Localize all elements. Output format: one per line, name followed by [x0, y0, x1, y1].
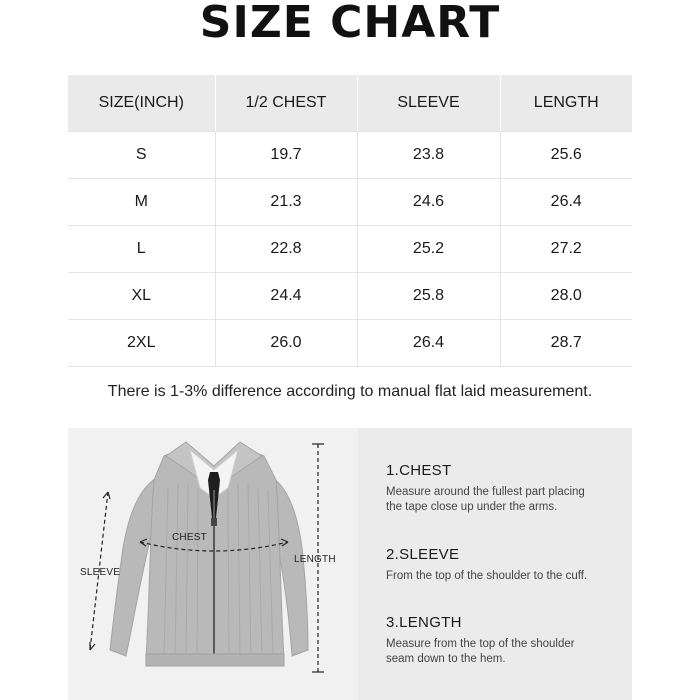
cell-sleeve: 26.4 [357, 319, 500, 366]
chest-label: CHEST [172, 532, 207, 543]
guide-desc-line: seam down to the hem. [386, 653, 506, 665]
cell-size: XL [68, 272, 215, 319]
cell-sleeve: 23.8 [357, 131, 500, 178]
guide-desc-line: the tape close up under the arms. [386, 501, 558, 513]
header-length: LENGTH [500, 75, 632, 131]
cell-chest: 19.7 [215, 131, 357, 178]
cell-length: 28.0 [500, 272, 632, 319]
guide-desc-line: Measure around the fullest part placing [386, 486, 585, 498]
guide-chest [386, 462, 626, 515]
guide-desc-line: From the top of the shoulder to the cuff. [386, 570, 588, 582]
length-label: LENGTH [294, 554, 336, 565]
cell-chest: 21.3 [215, 178, 357, 225]
cell-sleeve: 24.6 [357, 178, 500, 225]
header-size: SIZE(INCH) [68, 75, 215, 131]
guide-length [386, 614, 626, 667]
page-title: SIZE CHART [199, 0, 501, 48]
header-sleeve: SLEEVE [357, 75, 500, 131]
cell-chest: 22.8 [215, 225, 357, 272]
cell-chest: 24.4 [215, 272, 357, 319]
cell-length: 26.4 [500, 178, 632, 225]
guide-title: 2.SLEEVE [386, 546, 460, 563]
cell-length: 25.6 [500, 131, 632, 178]
guide-desc-line: Measure from the top of the shoulder [386, 638, 575, 650]
measurement-note: There is 1-3% difference according to manual flat laid measurement. [107, 383, 593, 400]
cell-length: 28.7 [500, 319, 632, 366]
table-row [68, 272, 632, 319]
cell-size: L [68, 225, 215, 272]
cell-size: M [68, 178, 215, 225]
cell-sleeve: 25.8 [357, 272, 500, 319]
table-header [68, 75, 632, 131]
guide-sleeve [386, 546, 626, 584]
table-row [68, 319, 632, 366]
table-row [68, 178, 632, 225]
measurement-diagram [68, 428, 358, 700]
header-chest: 1/2 CHEST [215, 75, 357, 131]
cell-size: S [68, 131, 215, 178]
cell-size: 2XL [68, 319, 215, 366]
measurement-guide [358, 428, 632, 700]
sleeve-label: SLEEVE [80, 567, 121, 578]
size-table [68, 75, 632, 367]
cell-length: 27.2 [500, 225, 632, 272]
guide-title: 1.CHEST [386, 462, 452, 479]
table-row [68, 225, 632, 272]
cell-sleeve: 25.2 [357, 225, 500, 272]
table-row [68, 131, 632, 178]
cell-chest: 26.0 [215, 319, 357, 366]
guide-title: 3.LENGTH [386, 614, 462, 631]
